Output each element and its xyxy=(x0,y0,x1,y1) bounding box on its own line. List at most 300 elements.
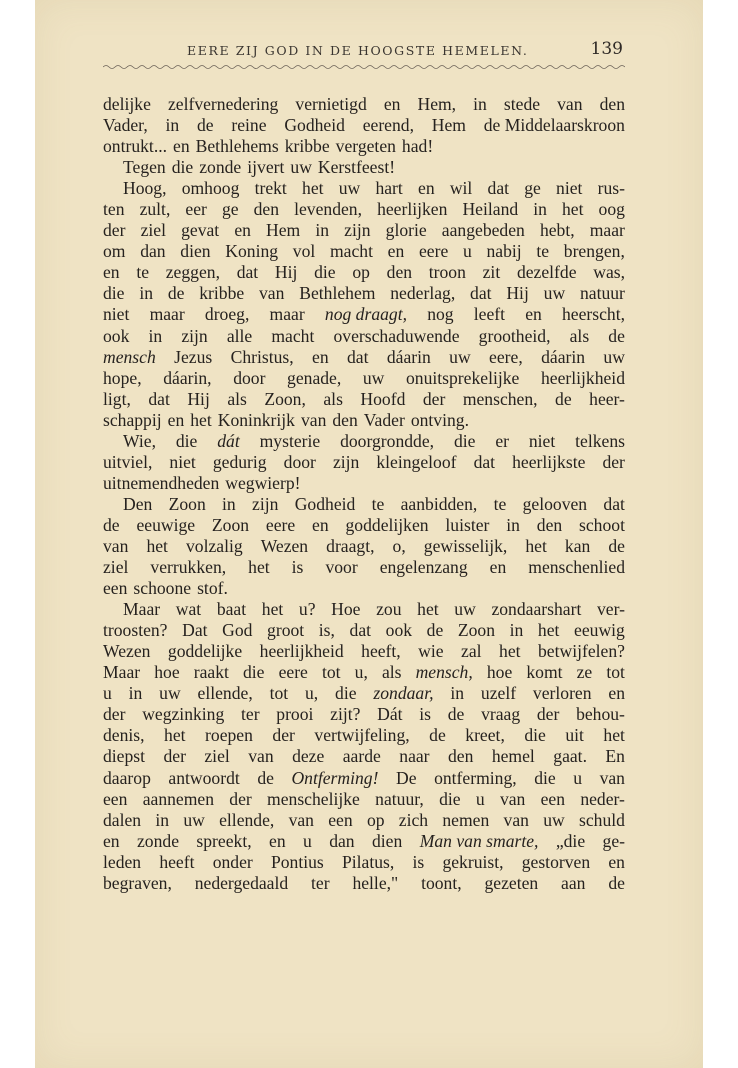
word: ge xyxy=(524,178,541,199)
word: een xyxy=(328,809,353,830)
word: onuitsprekelijke xyxy=(406,367,520,388)
word: vraag xyxy=(481,704,521,725)
word: door xyxy=(283,451,316,472)
page-number: 139 xyxy=(590,39,623,59)
text-line xyxy=(103,178,625,199)
word: Godheid xyxy=(294,493,356,514)
word: vergeten xyxy=(335,136,396,157)
word: Pilatus, xyxy=(341,851,395,872)
word: in xyxy=(128,683,143,704)
word: zeggen, xyxy=(165,262,220,283)
word: u xyxy=(303,830,312,851)
word: natuur, xyxy=(375,788,424,809)
word: aannemen xyxy=(142,788,215,809)
word: het xyxy=(525,535,547,556)
word: menschenlied xyxy=(528,557,625,578)
word: zich xyxy=(398,809,429,830)
word: er xyxy=(495,430,509,451)
word: Heiland xyxy=(462,199,519,220)
text-line xyxy=(103,431,625,452)
word: te xyxy=(493,493,507,514)
word: en xyxy=(173,136,190,157)
word: dat xyxy=(487,178,510,199)
word: behou- xyxy=(576,704,625,725)
word: goddelijken xyxy=(345,514,429,535)
word: is xyxy=(291,557,304,578)
text-line xyxy=(103,662,625,683)
word: eere xyxy=(265,514,296,535)
text-line xyxy=(103,389,625,410)
word: der xyxy=(229,788,252,809)
word: engelenzang xyxy=(379,557,468,578)
word: Zoon xyxy=(211,514,250,535)
word: Den xyxy=(123,493,153,514)
word: nedergedaald xyxy=(194,872,289,893)
word: ook xyxy=(103,325,130,346)
word: ver- xyxy=(596,599,625,620)
word: het xyxy=(537,620,560,641)
text-line xyxy=(103,852,625,873)
word: hope, xyxy=(103,367,142,388)
word: zelfvernedering xyxy=(167,94,279,114)
word: heerscht, xyxy=(561,304,625,325)
word: was, xyxy=(593,262,625,283)
word: kleingeloof xyxy=(376,451,457,472)
word: glorie xyxy=(385,220,427,241)
word: en xyxy=(383,94,401,114)
word: en xyxy=(269,830,286,851)
word: dan xyxy=(329,830,355,851)
word: daarop xyxy=(103,767,151,788)
text-line xyxy=(103,768,625,789)
text-line xyxy=(103,136,625,157)
word: zijn xyxy=(332,451,360,472)
italic-word: mensch, xyxy=(415,662,473,683)
word: en xyxy=(608,683,625,704)
word: en xyxy=(489,557,507,578)
word: Jezus xyxy=(174,346,213,367)
word: natuur xyxy=(579,283,625,304)
word: den xyxy=(332,409,358,430)
word: dan xyxy=(140,241,166,262)
word: gelooven xyxy=(522,493,588,514)
word: „die xyxy=(555,830,586,851)
word: niet xyxy=(103,304,130,325)
word: u xyxy=(475,788,485,809)
word: dat xyxy=(470,283,492,304)
word: is xyxy=(419,704,432,725)
word: uw xyxy=(183,809,205,830)
word: betwijfelen? xyxy=(538,641,625,662)
word: eerend, xyxy=(362,115,414,136)
word: aan xyxy=(561,872,586,893)
word: der xyxy=(163,746,186,767)
word: in xyxy=(506,514,520,535)
book-page xyxy=(35,0,703,1068)
word: als xyxy=(381,662,402,683)
word: uzelf xyxy=(480,683,517,704)
italic-word: zondaar, xyxy=(373,683,434,704)
word: de xyxy=(608,872,625,893)
word: en xyxy=(312,514,329,535)
word: op xyxy=(352,262,370,283)
word: het xyxy=(146,535,168,556)
word: het xyxy=(261,599,284,620)
word: zult, xyxy=(139,199,171,220)
word: stede xyxy=(503,94,541,114)
word: in xyxy=(473,94,487,114)
word: zijn xyxy=(344,220,371,241)
word: Bethlehem xyxy=(299,283,376,304)
word: Godheid xyxy=(284,115,345,136)
word: uw xyxy=(338,178,361,199)
word: en xyxy=(387,241,405,262)
word: dáarin xyxy=(386,346,431,367)
word: dien xyxy=(180,241,211,262)
word: draagt, xyxy=(326,535,375,556)
word: rus- xyxy=(597,178,625,199)
word: de xyxy=(608,535,625,556)
word: ge- xyxy=(602,830,625,851)
word: macht xyxy=(329,241,373,262)
word: stof. xyxy=(197,578,228,599)
word: heerlijken xyxy=(377,199,448,220)
word: Dát xyxy=(377,704,403,725)
word: Hem, xyxy=(417,94,457,114)
word: de Middelaarskroon xyxy=(483,115,625,136)
word: tot xyxy=(606,662,625,683)
word: onder xyxy=(212,851,253,872)
word: ook xyxy=(385,620,413,641)
word: wat xyxy=(175,599,202,620)
word: de xyxy=(608,325,625,346)
text-line xyxy=(103,620,625,641)
word: u xyxy=(103,683,112,704)
text-line xyxy=(103,789,625,810)
word: wegzinking xyxy=(142,704,225,725)
word: van xyxy=(599,767,625,788)
word: het xyxy=(164,725,186,746)
word: doorgrondde, xyxy=(340,430,435,451)
text-line xyxy=(103,199,625,220)
word: dat xyxy=(603,493,625,514)
word: vernietigd xyxy=(295,94,367,114)
word: Bethlehems xyxy=(195,136,279,157)
word: Wezen xyxy=(103,641,151,662)
text-line xyxy=(103,683,625,704)
word: uw xyxy=(449,346,471,367)
word: de xyxy=(429,725,446,746)
word: kribbe xyxy=(199,283,245,304)
word: en xyxy=(103,262,120,283)
word: vertwijfeling, xyxy=(314,725,410,746)
text-line xyxy=(103,157,625,178)
word: baat xyxy=(216,599,247,620)
word: het xyxy=(603,725,625,746)
word: naar xyxy=(399,746,430,767)
word: eer xyxy=(185,199,207,220)
word: mysterie xyxy=(259,430,321,451)
word: eere xyxy=(418,241,449,262)
word: begraven, xyxy=(103,872,172,893)
text-line xyxy=(103,283,625,304)
word: hebt, xyxy=(539,220,575,241)
text-line xyxy=(103,578,625,599)
word: den xyxy=(386,262,413,283)
word: dáarin, xyxy=(163,367,212,388)
word: Hij xyxy=(506,283,529,304)
word: leeft xyxy=(473,304,506,325)
text-line xyxy=(103,94,625,115)
word: aanbidden, xyxy=(400,493,478,514)
word: dat xyxy=(349,620,372,641)
word: tot xyxy=(269,683,289,704)
word: trekt xyxy=(254,178,287,199)
word: heerlijkste xyxy=(512,451,586,472)
word: u xyxy=(462,241,472,262)
text-line xyxy=(103,873,625,894)
word: Christus, xyxy=(230,346,294,367)
text-line xyxy=(103,746,625,767)
word: van xyxy=(259,283,285,304)
word: niet xyxy=(528,430,556,451)
word: kan xyxy=(564,535,591,556)
word: grootheid, xyxy=(478,325,551,346)
word: dat xyxy=(346,346,369,367)
text-line xyxy=(103,536,625,557)
word: Hij xyxy=(187,388,210,409)
word: ellende, xyxy=(197,683,253,704)
text-line xyxy=(103,410,625,431)
word: nabij xyxy=(486,241,522,262)
word: zou xyxy=(376,599,402,620)
text-line xyxy=(103,494,625,515)
word: prooi xyxy=(276,704,314,725)
word: te xyxy=(371,493,385,514)
word: Zoon xyxy=(457,620,496,641)
text-line xyxy=(103,641,625,662)
word: uit xyxy=(565,725,584,746)
word: aarde xyxy=(342,746,381,767)
word: kreet, xyxy=(465,725,505,746)
italic-word: dát xyxy=(217,430,240,451)
word: De xyxy=(396,767,417,788)
text-line xyxy=(103,241,625,262)
word: zijn xyxy=(252,493,279,514)
word: en xyxy=(525,304,542,325)
word: ijvert xyxy=(247,157,285,178)
word: als xyxy=(569,325,590,346)
word: eeuwig xyxy=(574,620,625,641)
word: helle," xyxy=(352,872,399,893)
word: antwoordt xyxy=(168,767,240,788)
word: toont, xyxy=(421,872,462,893)
text-line xyxy=(103,347,625,368)
word: maar xyxy=(589,220,625,241)
word: en xyxy=(608,851,625,872)
text-line xyxy=(103,725,625,746)
word: der xyxy=(602,451,625,472)
word: leden xyxy=(103,851,142,872)
word: gevat xyxy=(181,220,220,241)
word: gekruist, xyxy=(442,851,504,872)
word: hoe xyxy=(486,662,513,683)
word: alle xyxy=(226,325,253,346)
word: reine xyxy=(231,115,267,136)
word: zondaarshart xyxy=(491,599,582,620)
word: omhoog xyxy=(181,178,240,199)
word: u, xyxy=(305,683,319,704)
text-line xyxy=(103,220,625,241)
word: kribbe xyxy=(284,136,330,157)
word: een xyxy=(103,788,128,809)
italic-word: Man van smarte, xyxy=(419,830,539,851)
word: zijn xyxy=(181,325,208,346)
word: ontving. xyxy=(410,409,469,430)
word: en xyxy=(418,178,435,199)
word: dalen xyxy=(103,809,142,830)
word: Zoon xyxy=(168,493,206,514)
word: Vader, xyxy=(103,115,148,136)
word: nederlag, xyxy=(390,283,456,304)
text-line xyxy=(103,515,625,536)
word: diepst xyxy=(103,746,146,767)
word: zit xyxy=(482,262,501,283)
word: niet xyxy=(169,451,196,472)
word: die xyxy=(103,283,125,304)
word: delijke xyxy=(103,94,151,114)
word: ziel xyxy=(140,220,166,241)
word: schappij xyxy=(103,409,162,430)
word: de xyxy=(103,514,120,535)
word: verrukken, xyxy=(150,557,227,578)
word: den xyxy=(253,199,280,220)
word: te xyxy=(136,262,150,283)
word: ziel xyxy=(204,746,230,767)
page-header xyxy=(103,39,625,63)
word: menschelijke xyxy=(267,788,360,809)
word: groot xyxy=(267,620,305,641)
word: nog xyxy=(427,304,454,325)
word: u xyxy=(573,767,583,788)
text-line xyxy=(103,599,625,620)
word: levenden, xyxy=(294,199,362,220)
word: door xyxy=(233,367,266,388)
word: Hoe xyxy=(331,599,361,620)
word: verloren xyxy=(532,683,592,704)
word: een xyxy=(103,578,128,599)
word: die xyxy=(242,662,265,683)
word: gestorven xyxy=(521,851,591,872)
word: in xyxy=(509,620,524,641)
word: het xyxy=(417,599,439,620)
word: schuld xyxy=(579,809,625,830)
word: in xyxy=(155,809,170,830)
word: God xyxy=(222,620,253,641)
word: het xyxy=(499,641,521,662)
word: uitviel, xyxy=(103,451,153,472)
text-line xyxy=(103,704,625,725)
word: zal xyxy=(461,641,482,662)
word: deze xyxy=(292,746,325,767)
word: uitnemendheden xyxy=(103,472,220,493)
word: in xyxy=(139,283,153,304)
word: roepen xyxy=(205,725,253,746)
word: die xyxy=(453,430,476,451)
word: der xyxy=(103,704,126,725)
text-line xyxy=(103,304,625,325)
word: maar xyxy=(269,304,305,325)
word: Kerstfeest! xyxy=(317,157,396,178)
word: die xyxy=(524,725,546,746)
text-line xyxy=(103,262,625,283)
word: hoe xyxy=(154,662,180,683)
word: van xyxy=(499,788,526,809)
word: Koninkrijk xyxy=(217,409,295,430)
word: den xyxy=(536,514,563,535)
word: droeg, xyxy=(204,304,250,325)
word: den xyxy=(447,746,474,767)
word: als xyxy=(323,388,343,409)
word: goddelijke xyxy=(167,641,243,662)
word: de xyxy=(447,704,465,725)
word: genade, xyxy=(287,367,342,388)
word: uw xyxy=(290,157,312,178)
word: om xyxy=(103,241,126,262)
word: denis, xyxy=(103,725,145,746)
word: de xyxy=(196,115,214,136)
word: Tegen xyxy=(123,157,166,178)
word: ontrukt... xyxy=(103,136,168,157)
word: volzalig xyxy=(185,535,243,556)
word: uw xyxy=(159,683,181,704)
word: der xyxy=(536,704,560,725)
word: Wezen xyxy=(260,535,309,556)
word: is xyxy=(412,851,425,872)
word: uw xyxy=(543,283,566,304)
word: de xyxy=(257,767,274,788)
word: gaat. xyxy=(553,746,587,767)
word: dat xyxy=(236,262,259,283)
word: wie xyxy=(418,641,444,662)
word: van xyxy=(288,809,314,830)
word: ge xyxy=(221,199,239,220)
word: schoone xyxy=(133,578,192,599)
word: telkens xyxy=(575,430,625,451)
word: eere, xyxy=(489,346,523,367)
word: ter xyxy=(311,872,330,893)
text-line xyxy=(103,452,625,473)
word: van xyxy=(103,535,129,556)
word: zijt? xyxy=(330,704,361,725)
word: heeft, xyxy=(361,641,401,662)
word: spreekt, xyxy=(196,830,252,851)
word: heer- xyxy=(589,388,625,409)
italic-word: Ontferming! xyxy=(291,767,379,788)
word: Hoog, xyxy=(123,178,167,199)
word: ligt, xyxy=(103,388,131,409)
word: u? xyxy=(298,599,316,620)
word: die xyxy=(314,262,336,283)
word: maar xyxy=(149,304,185,325)
word: dezelfde xyxy=(516,262,577,283)
word: Wie, xyxy=(123,430,156,451)
word: den xyxy=(599,94,625,114)
text-line xyxy=(103,326,625,347)
word: niet xyxy=(556,178,583,199)
word: nemen xyxy=(442,809,490,830)
word: der xyxy=(103,220,126,241)
